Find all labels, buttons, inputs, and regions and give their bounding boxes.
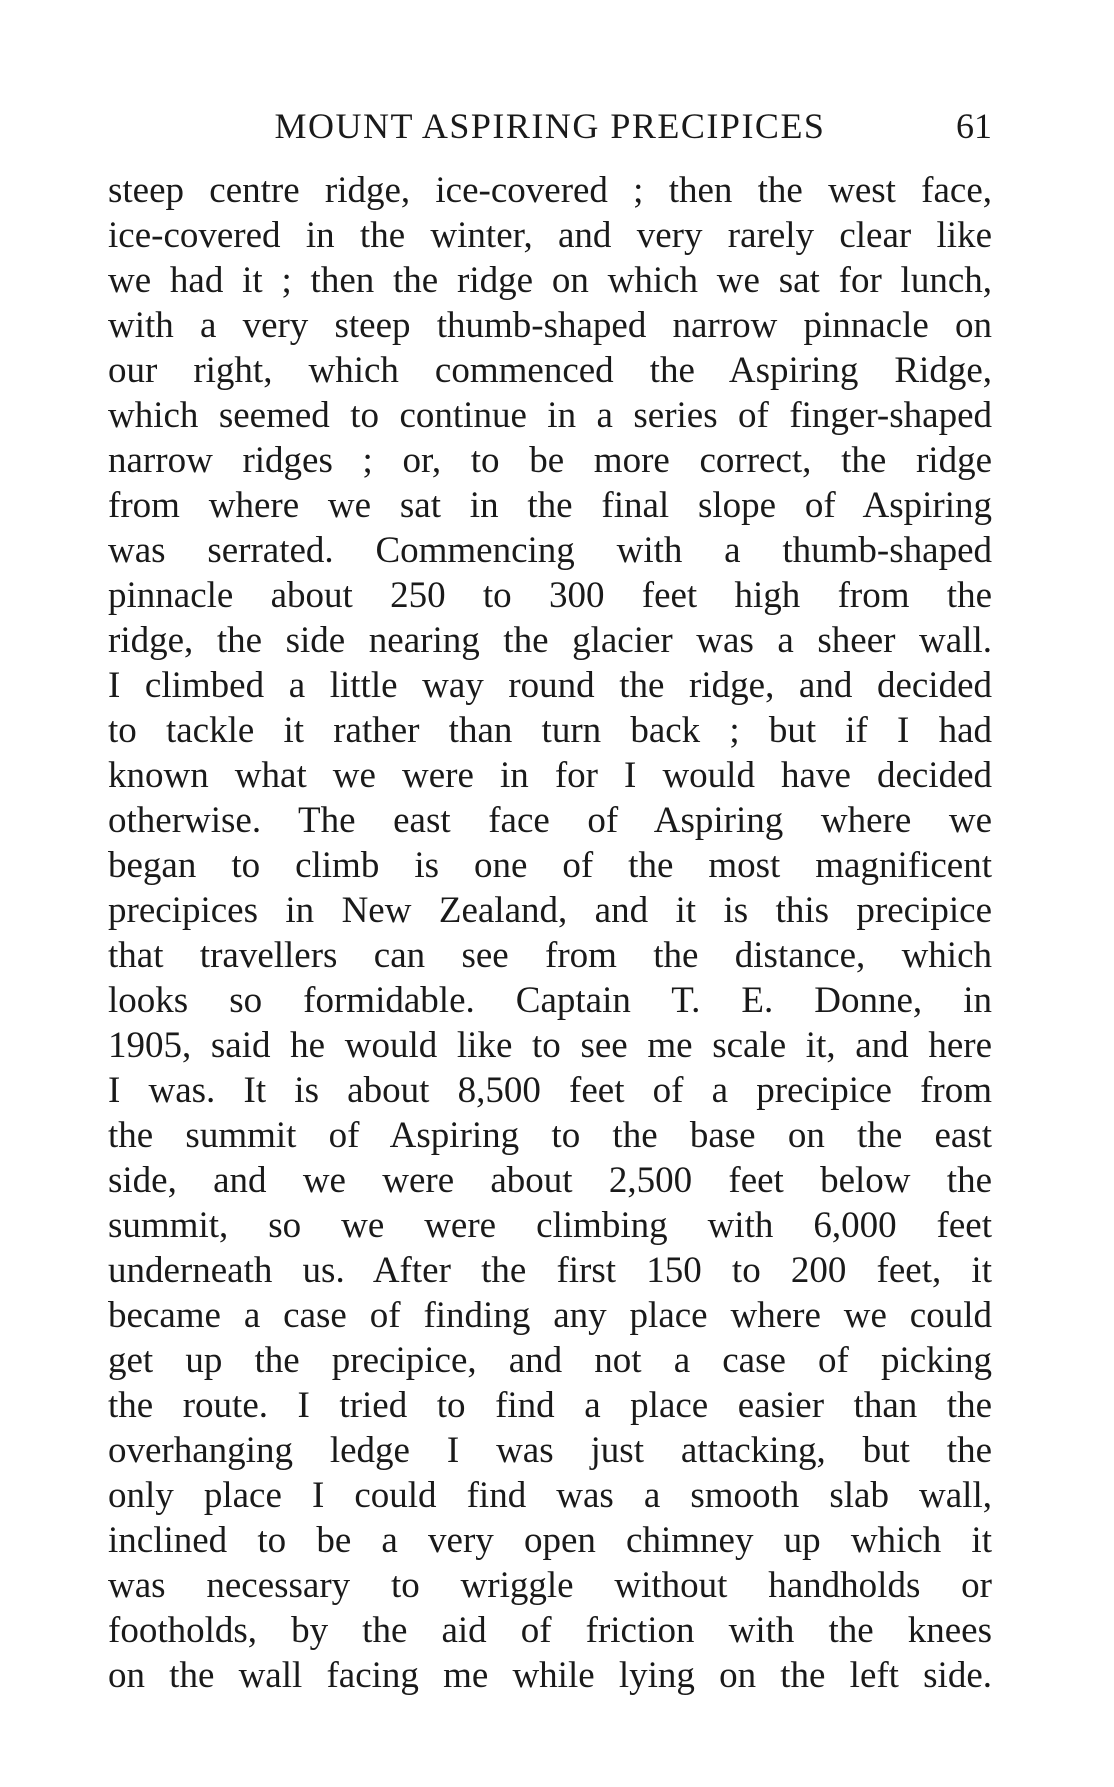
- text-line: footholds, by the aid of friction with the knees: [108, 1610, 992, 1651]
- text-line: became a case of finding any place where we could: [108, 1295, 992, 1336]
- text-line: narrow ridges ; or, to be more correct, the ridge: [108, 440, 992, 481]
- text-line: ice-covered in the winter, and very rarely clear like: [108, 215, 992, 256]
- text-line: was serrated. Commencing with a thumb-shaped: [108, 530, 992, 571]
- text-line: from where we sat in the final slope of Aspiring: [108, 485, 992, 526]
- text-line: known what we were in for I would have decided: [108, 755, 992, 796]
- running-title: MOUNT ASPIRING PRECIPICES: [274, 106, 826, 146]
- text-line: summit, so we were climbing with 6,000 feet: [108, 1205, 992, 1246]
- text-line: our right, which commenced the Aspiring Ridge,: [108, 350, 992, 391]
- text-line: side, and we were about 2,500 feet below the: [108, 1160, 992, 1201]
- text-line: inclined to be a very open chimney up which it: [108, 1520, 992, 1561]
- text-line: steep centre ridge, ice-covered ; then the west face,: [108, 170, 992, 211]
- text-line: we had it ; then the ridge on which we sat for lunch,: [108, 260, 992, 301]
- text-line: 1905, said he would like to see me scale it, and here: [108, 1025, 992, 1066]
- text-line: overhanging ledge I was just attacking, but the: [108, 1430, 992, 1471]
- text-line: I climbed a little way round the ridge, and decided: [108, 665, 992, 706]
- text-line: I was. It is about 8,500 feet of a precipice from: [108, 1070, 992, 1111]
- text-line: was necessary to wriggle without handholds or: [108, 1565, 992, 1606]
- text-line: pinnacle about 250 to 300 feet high from the: [108, 575, 992, 616]
- text-line: otherwise. The east face of Aspiring where we: [108, 800, 992, 841]
- page-number: 61: [956, 106, 992, 146]
- text-line: only place I could find was a smooth slab wall,: [108, 1475, 992, 1516]
- text-line: to tackle it rather than turn back ; but if I had: [108, 710, 992, 751]
- text-line: that travellers can see from the distance, which: [108, 935, 992, 976]
- text-line: on the wall facing me while lying on the left side.: [108, 1655, 992, 1696]
- text-line: looks so formidable. Captain T. E. Donne, in: [108, 980, 992, 1021]
- text-line: get up the precipice, and not a case of picking: [108, 1340, 992, 1381]
- body-text: [108, 168, 992, 1698]
- text-line: began to climb is one of the most magnificent: [108, 845, 992, 886]
- text-line: underneath us. After the first 150 to 200 feet, it: [108, 1250, 992, 1291]
- text-line: ridge, the side nearing the glacier was a sheer wall.: [108, 620, 992, 661]
- running-head: [108, 102, 992, 150]
- text-line: which seemed to continue in a series of finger-shaped: [108, 395, 992, 436]
- text-line: the route. I tried to find a place easier than the: [108, 1385, 992, 1426]
- text-line: the summit of Aspiring to the base on the east: [108, 1115, 992, 1156]
- text-line: with a very steep thumb-shaped narrow pinnacle on: [108, 305, 992, 346]
- text-line: precipices in New Zealand, and it is this precipice: [108, 890, 992, 931]
